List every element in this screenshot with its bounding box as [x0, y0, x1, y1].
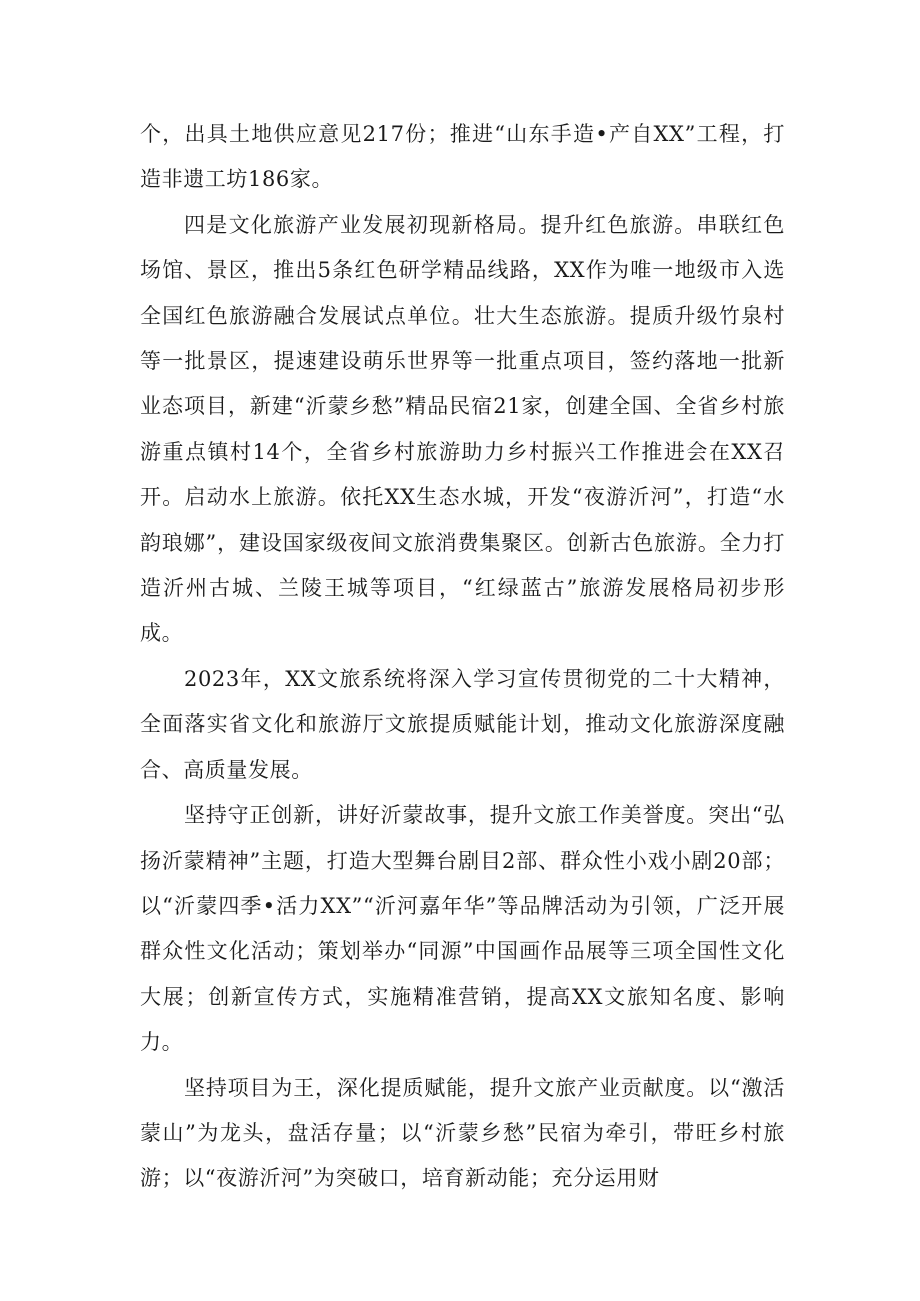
paragraph-cultural-tourism-industry: 四是文化旅游产业发展初现新格局。提升红色旅游。串联红色场馆、景区，推出5条红色研学精品线路，XX作为唯一地级市入选全国红色旅游融合发展试点单位。壮大生态旅游。提质升级竹泉村等一批景区，提速建设萌乐世界等一批重点项目，签约落地一批新业态项目，新建“沂蒙乡愁”精品民宿21家，创建全国、全省乡村旅游重点镇村14个，全省乡村旅游助力乡村振兴工作推进会在XX召开。启动水上旅游。依托XX生态水城，开发“夜游沂河”，打造“水韵琅娜”，建设国家级夜间文旅消费集聚区。创新古色旅游。全力打造沂州古城、兰陵王城等项目，“红绿蓝古”旅游发展格局初步形成。: [140, 212, 785, 646]
paragraph-continuation: 个，出具土地供应意见217份；推进“山东手造•产自XX”工程，打造非遗工坊186家。: [140, 122, 785, 192]
document-body: [140, 112, 785, 1202]
paragraph-2023-plan: 2023年，XX文旅系统将深入学习宣传贯彻党的二十大精神，全面落实省文化和旅游厅文旅提质赋能计划，推动文化旅游深度融合、高质量发展。: [140, 666, 785, 782]
paragraph-innovation: 坚持守正创新，讲好沂蒙故事，提升文旅工作美誉度。突出“弘扬沂蒙精神”主题，打造大型舞台剧目2部、群众性小戏小剧20部；以“沂蒙四季•活力XX”“沂河嘉年华”等品牌活动为引领，广泛开展群众性文化活动；策划举办“同源”中国画作品展等三项全国性文化大展；创新宣传方式，实施精准营销，提高XX文旅知名度、影响力。: [140, 803, 785, 1055]
paragraph-projects: 坚持项目为王，深化提质赋能，提升文旅产业贡献度。以“激活蒙山”为龙头，盘活存量；以“沂蒙乡愁”民宿为牵引，带旺乡村旅游；以“夜游沂河”为突破口，培育新动能；充分运用财: [140, 1075, 785, 1191]
